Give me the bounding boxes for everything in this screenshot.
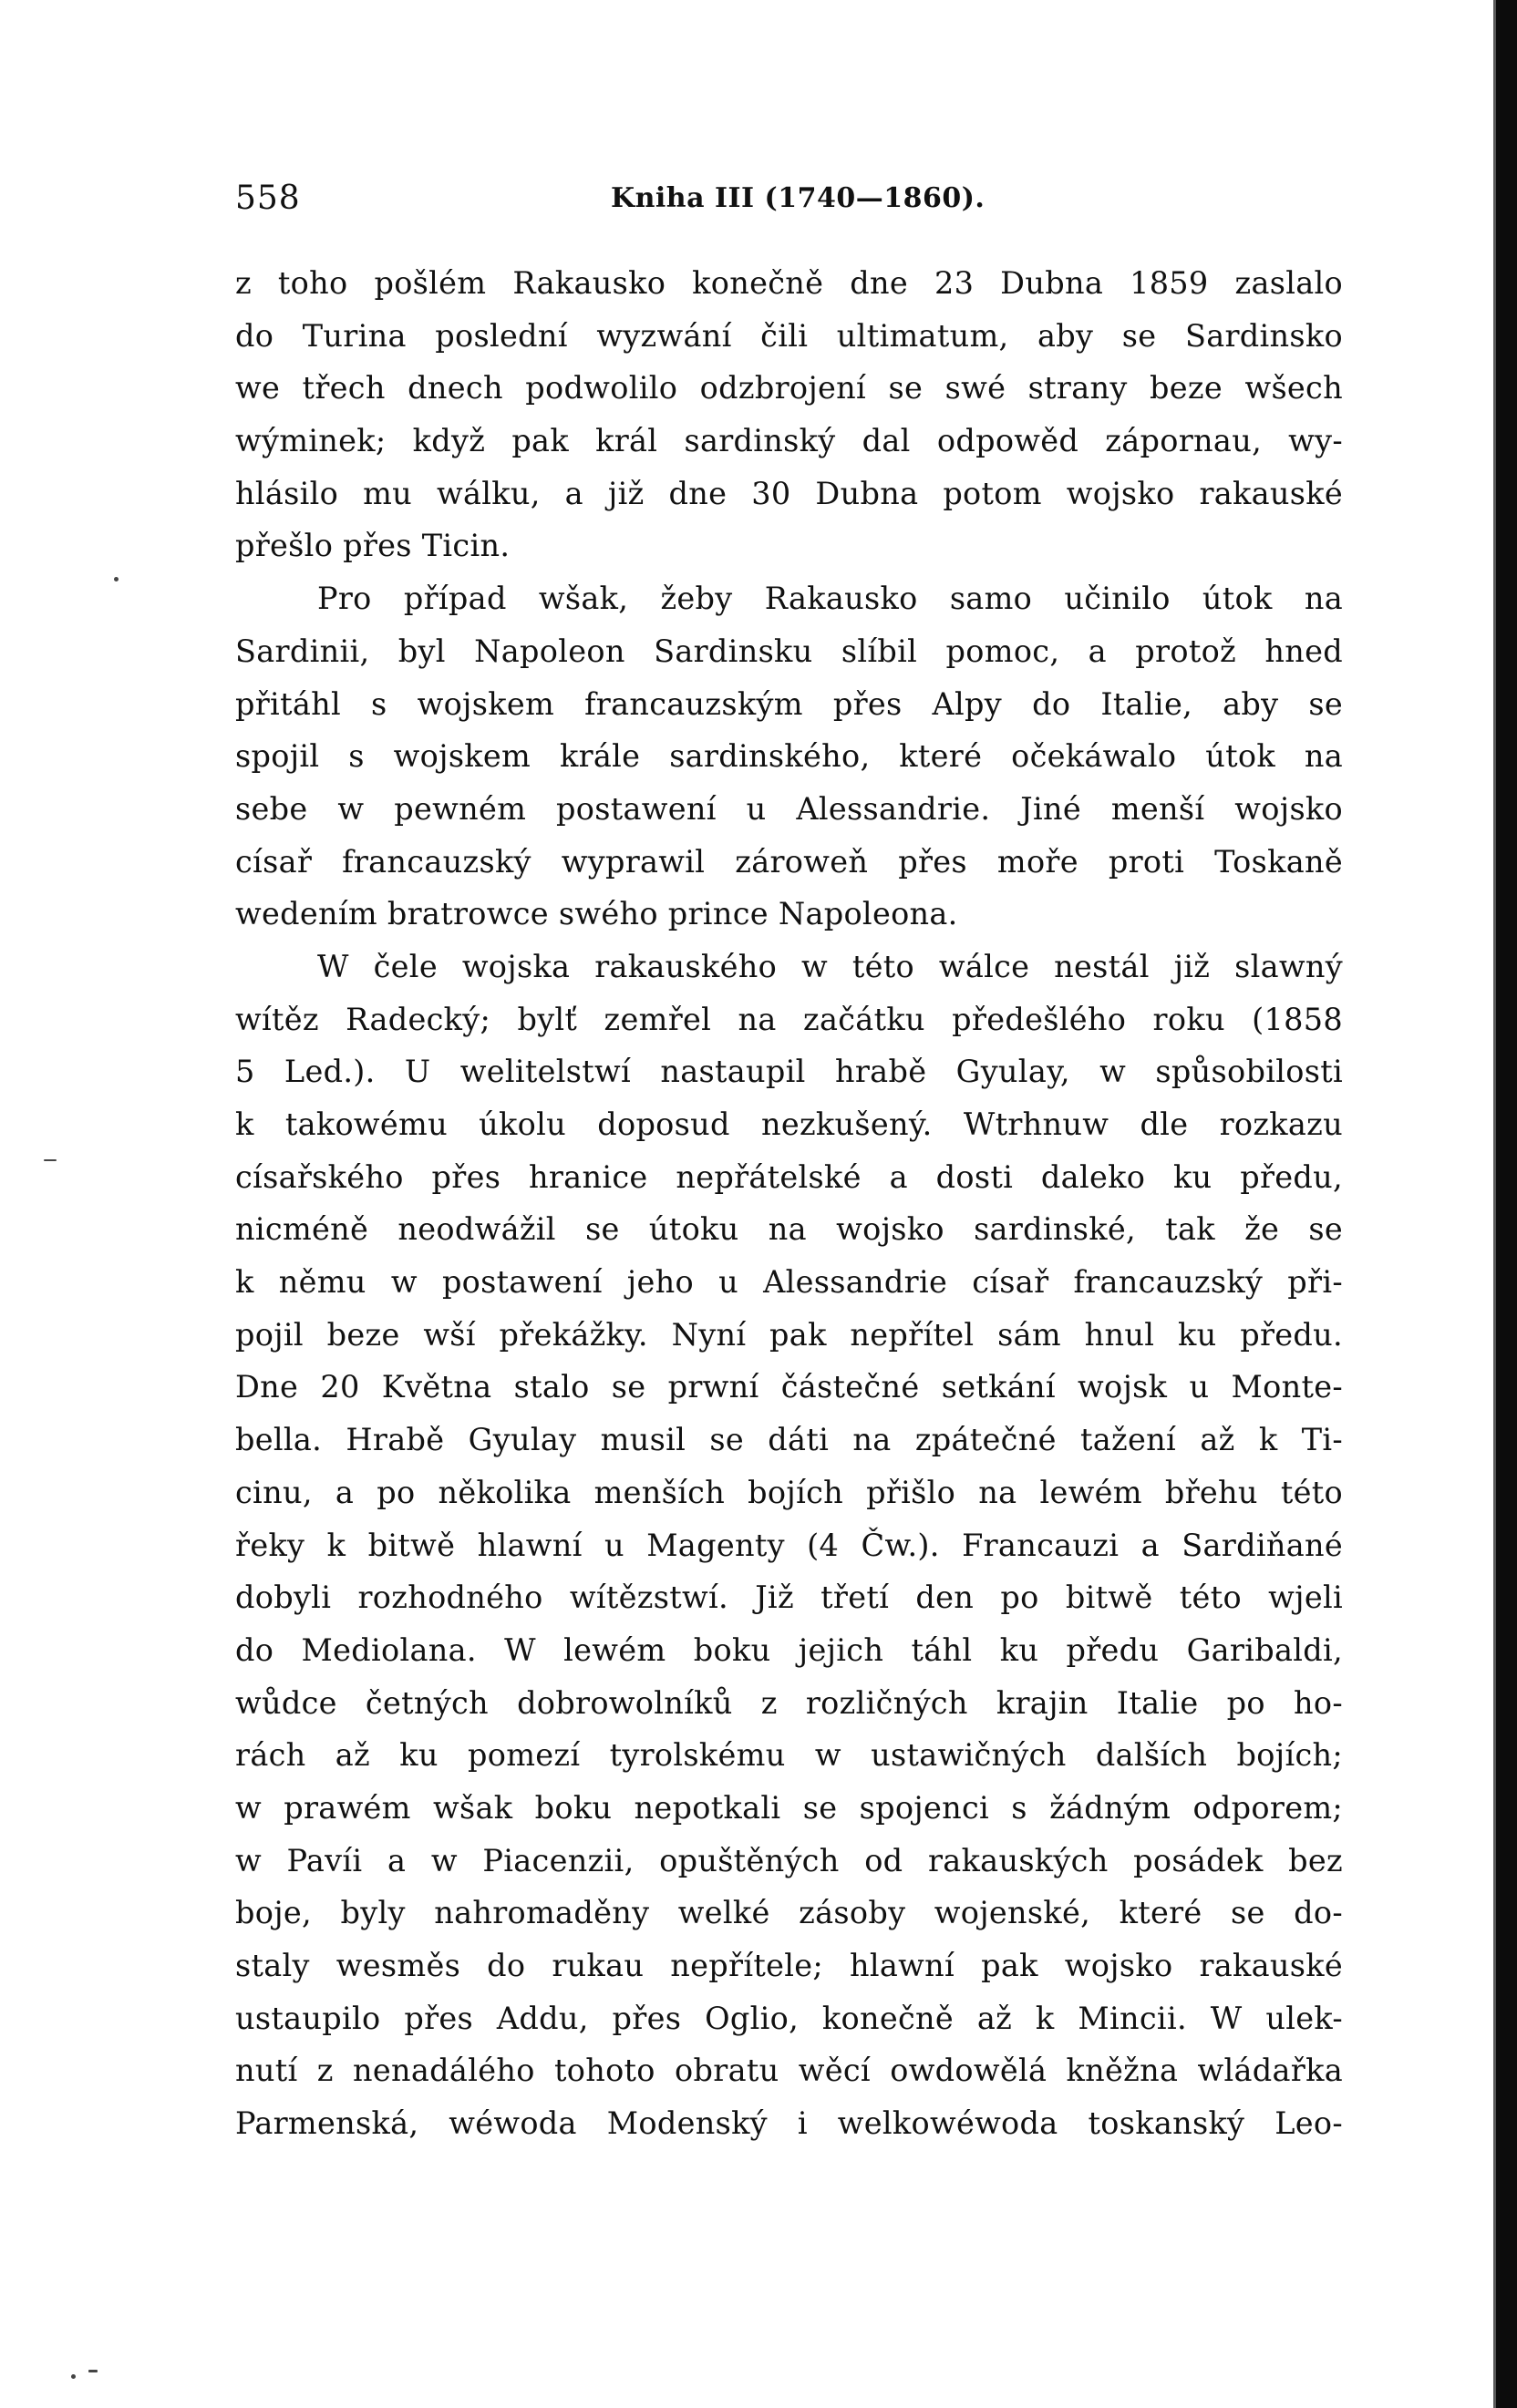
text-line: wedením bratrowce swého prince Napoleona. — [235, 896, 958, 932]
text-line: wítěz Radecký; bylť zemřel na začátku předešlého roku (1858 — [235, 1001, 1343, 1037]
scan-speck — [71, 2374, 76, 2379]
page-number: 558 — [235, 180, 301, 217]
text-line: wůdce četných dobrowolníků z rozličných krajin Italie po ho- — [235, 1684, 1343, 1721]
text-line: Pro případ wšak, žeby Rakausko samo učinilo útok na — [317, 581, 1343, 617]
text-line: spojil s wojskem krále sardinského, které očekáwalo útok na — [235, 738, 1343, 775]
text-line: řeky k bitwě hlawní u Magenty (4 Čw.). Francauzi a Sardiňané — [235, 1527, 1343, 1563]
text-line: w prawém wšak boku nepotkali se spojenci s žádným odporem; — [235, 1789, 1343, 1826]
text-line: w Pavíi a w Piacenzii, opuštěných od rakauských posádek bez — [235, 1842, 1343, 1878]
text-line: Sardinii, byl Napoleon Sardinsku slíbil pomoc, a protož hned — [235, 633, 1343, 669]
text-line: nicméně neodwážil se útoku na wojsko sardinské, tak že se — [235, 1211, 1343, 1248]
text-line: do Mediolana. W lewém boku jejich táhl ku předu Garibaldi, — [235, 1631, 1343, 1668]
scan-speck — [44, 1159, 57, 1161]
text-line: sebe w pewném postawení u Alessandrie. Jiné menší wojsko — [235, 790, 1343, 827]
text-line: dobyli rozhodného wítězstwí. Již třetí den po bitwě této wjeli — [235, 1580, 1343, 1616]
scan-speck — [88, 2370, 98, 2372]
text-line: císařského přes hranice nepřátelské a dosti daleko ku předu, — [235, 1158, 1343, 1195]
text-line: rách až ku pomezí tyrolskému w ustawičných dalších bojích; — [235, 1737, 1343, 1774]
text-line: k němu w postawení jeho u Alessandrie císař francauzský při- — [235, 1264, 1343, 1301]
text-line: boje, byly nahromaděny welké zásoby wojenské, které se do- — [235, 1895, 1343, 1931]
text-line: 5 Led.). U welitelstwí nastaupil hrabě Gyulay, w spůsobilosti — [235, 1054, 1343, 1090]
paragraph — [235, 257, 1343, 572]
paragraph — [235, 941, 1343, 2150]
body-text — [235, 257, 1343, 2150]
running-head: Kniha III (1740—1860). — [611, 182, 986, 214]
text-line: do Turina poslední wyzwání čili ultimatum, aby se Sardinsko — [235, 317, 1343, 354]
text-line: z toho pošlém Rakausko konečně dne 23 Dubna 1859 zaslalo — [235, 265, 1343, 301]
text-line: wýminek; když pak král sardinský dal odpowěd zápornau, wy- — [235, 423, 1343, 459]
page-header — [235, 171, 1343, 226]
text-line: přešlo přes Ticin. — [235, 528, 511, 564]
text-line: cinu, a po několika menších bojích přišlo na lewém břehu této — [235, 1474, 1343, 1510]
text-line: nutí z nenadálého tohoto obratu wěcí owdowělá kněžna wládařka — [235, 2053, 1343, 2089]
text-line: k takowému úkolu doposud nezkušený. Wtrhnuw dle rozkazu — [235, 1106, 1343, 1142]
text-line: pojil beze wší překážky. Nyní pak nepřítel sám hnul ku předu. — [235, 1316, 1343, 1353]
text-line: Parmenská, wéwoda Modenský i welkowéwoda toskanský Leo- — [235, 2105, 1343, 2142]
text-line: Dne 20 Května stalo se prwní částečné setkání wojsk u Monte- — [235, 1369, 1343, 1405]
text-line: bella. Hrabě Gyulay musil se dáti na zpátečné tažení až k Ti- — [235, 1422, 1343, 1458]
text-line: ustaupilo přes Addu, přes Oglio, konečně až k Mincii. W ulek- — [235, 2000, 1343, 2036]
paragraph — [235, 572, 1343, 941]
text-line: přitáhl s wojskem francauzským přes Alpy do Italie, aby se — [235, 685, 1343, 722]
text-line: hlásilo mu wálku, a již dne 30 Dubna potom wojsko rakauské — [235, 475, 1343, 511]
text-line: W čele wojska rakauského w této wálce nestál již slawný — [317, 948, 1343, 984]
scan-speck — [114, 577, 119, 581]
scan-border — [1496, 0, 1517, 2408]
text-line: císař francauzský wyprawil zároweň přes moře proti Toskaně — [235, 843, 1343, 880]
text-line: we třech dnech podwolilo odzbrojení se swé strany beze wšech — [235, 370, 1343, 406]
text-line: staly wesměs do rukau nepřítele; hlawní pak wojsko rakauské — [235, 1948, 1343, 1983]
